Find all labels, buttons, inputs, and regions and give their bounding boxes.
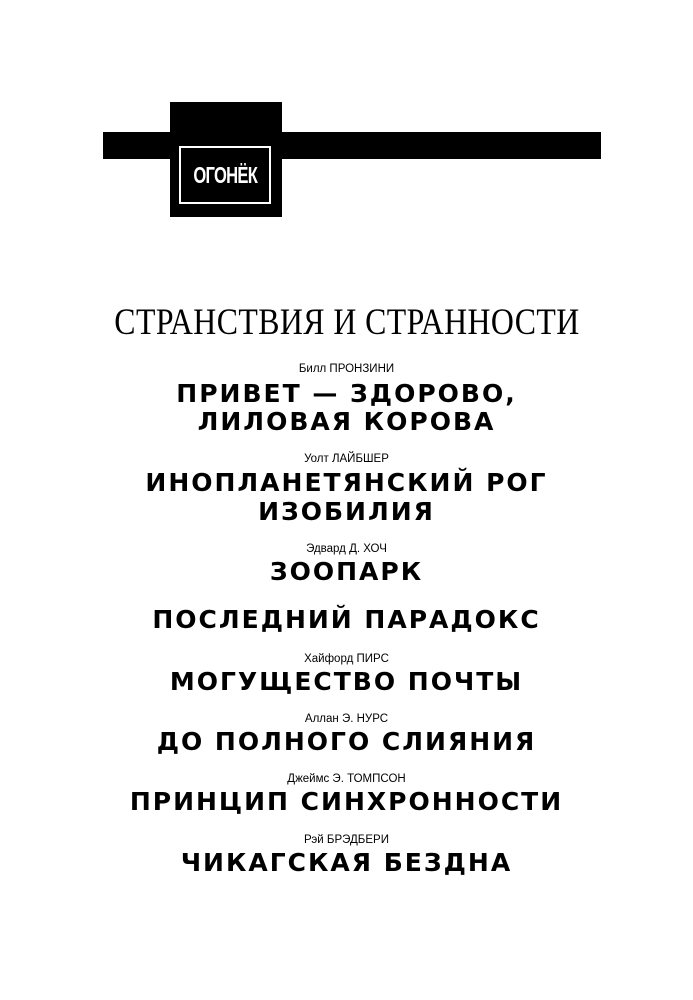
logo-frame (179, 146, 271, 204)
author-name: Джеймс Э. ТОМПСОН (287, 773, 406, 785)
author-name: Эдвард Д. ХОЧ (306, 543, 387, 555)
book-title: СТРАНСТВИЯ И СТРАННОСТИ (114, 302, 580, 343)
story-title: ПРИВЕТ — ЗДОРОВО, (176, 379, 517, 408)
story-title: ЧИКАГСКАЯ БЕЗДНА (180, 848, 513, 877)
publisher-logo (170, 102, 282, 217)
story-title: ЛИЛОВАЯ КОРОВА (197, 407, 496, 436)
story-title: ИНОПЛАНЕТЯНСКИЙ РОГ (145, 468, 548, 497)
author-name: Хайфорд ПИРС (304, 653, 389, 665)
author-name: Рэй БРЭДБЕРИ (304, 834, 389, 846)
story-title: ЗООПАРК (269, 557, 424, 586)
story-title: ПОСЛЕДНИЙ ПАРАДОКС (152, 605, 541, 634)
story-title: ДО ПОЛНОГО СЛИЯНИЯ (156, 727, 537, 756)
author-name: Аллан Э. НУРС (304, 713, 389, 725)
author-name: Билл ПРОНЗИНИ (298, 363, 395, 375)
story-title: МОГУЩЕСТВО ПОЧТЫ (169, 667, 524, 696)
story-title: ИЗОБИЛИЯ (258, 497, 435, 526)
logo-text: ОГОНЁК (193, 161, 257, 188)
story-title: ПРИНЦИП СИНХРОННОСТИ (129, 787, 564, 816)
author-name: Уолт ЛАЙБШЕР (304, 453, 389, 465)
